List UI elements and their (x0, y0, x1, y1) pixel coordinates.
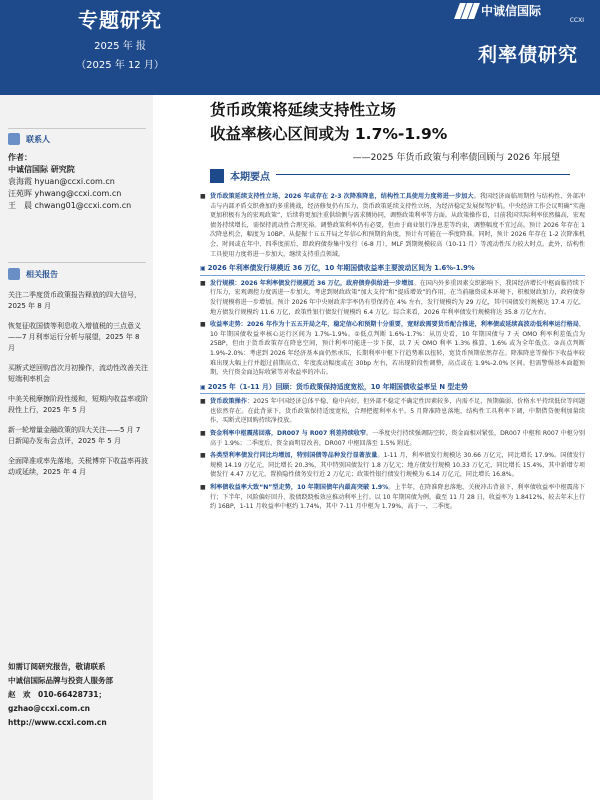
report-category: 利率债研究 (477, 44, 578, 66)
divider (8, 262, 146, 263)
key-point (200, 451, 585, 480)
related-report-item[interactable]: 关注二季度货币政策报告释放的四大信号，2025 年 8 月 (8, 291, 141, 310)
related-section-label (8, 268, 58, 280)
related-report-item[interactable]: 中美关税摩擦阶段性缓和，短期内收益率或阶段性上行，2025 年 5 月 (8, 395, 148, 414)
key-point (200, 483, 585, 512)
key-point-text: 。1-11 月，利率债发行规模达 30.66 万亿元，同比增长 17.9%。国债发行规模 14.19 万亿元，同比增长 20.3%，其中特别国债发行 1.8 万亿元；地方债发行规模 10.33 万亿元，同比增长 15.4%，其中新增专项债发行 4.47 万亿元、置换隐性债务发行近 2 万亿元；政策性银行债发行规模为 6.14 万亿元，同比增长 16.8%。 (210, 452, 586, 479)
block-heading: ▣ 2026 年利率债发行规模近 36 万亿，10 年期国债收益率主要波动区间为 1.6%-1.9% (200, 264, 585, 276)
report-title-line1: 货币政策将延续支持性立场 (210, 101, 397, 119)
logo-mark-icon (455, 3, 477, 19)
key-point (200, 397, 585, 426)
report-title-line2: 收益率核心区间或为 1.7%-1.9% (210, 125, 448, 143)
authors-title: 作者： (8, 153, 32, 162)
contact-icon (8, 133, 20, 145)
related-label-text: 相关报告 (26, 269, 58, 279)
key-point-text: 。一季度央行持续强调防空转，资金面相对紧张，DR007 中枢和 R007 中枢分别高于 1.9%；二季度后，资金面明显改善，DR007 中枢回落至 1.5% 附近。 (210, 430, 586, 447)
section-heading-text: 本期要点 (230, 172, 270, 183)
report-series-title: 专题研究 (78, 8, 162, 32)
key-point (200, 279, 585, 317)
key-point (200, 429, 585, 448)
key-point-highlight: 各类型利率债发行同比均增加，特别国债等品种发行显著放量 (210, 452, 378, 460)
report-date: （2025 年 12 月） (76, 60, 164, 71)
authors-section-label (8, 133, 50, 145)
related-reports (8, 290, 148, 487)
contact-block (8, 660, 148, 730)
key-point-highlight: 货币政策延续支持性立场，2026 年或存在 2-3 次降准降息，结构性工具使用力度将进一步加大 (210, 193, 474, 200)
contact-email[interactable]: gzhao@ccxi.com.cn (8, 704, 90, 713)
report-meta (50, 4, 190, 71)
report-subtitle: ——2025 年货币政策与利率债回顾与 2026 年展望 (352, 153, 560, 163)
related-report-item[interactable]: 新一轮增量金融政策的四大关注——5 月 7 日新闻办发布会点评，2025 年 5 月 (8, 426, 141, 445)
section-heading (210, 168, 276, 183)
authors-label-text: 联系人 (26, 134, 50, 144)
key-point-text: 。上半年，在降准降息落地、关税冲击背景下，利率债收益率中枢震荡下行；下半年，风险偏好回升、股债跷跷板效应推动利率上行。以 10 年期国债为例，截至 11 月 28 日，收益率为 1.8412%，较去年末上行约 16BP，1-11 月收益率中枢约 1.74%，其中 7-11 月中枢为 1.79%，高于一、二季度。 (210, 484, 586, 511)
block-heading: ▣ 2025 年（1-11 月）回顾：货币政策保持适度宽松，10 年期国债收益率呈 N 型走势 (200, 383, 585, 395)
key-point-highlight: 发行规模：2026 年利率债发行规模近 36 万亿，政府债券供给进一步增加 (210, 279, 414, 287)
key-point-text: 。我国经济面临周期性与结构性、外部冲击与内部矛盾交织叠加的多重挑战，经济修复仍有压力，货币政策延续支持性立场，为经济稳定发展保驾护航。中央经济工作会议明确“实施更加积极有为的宏观政策”，后续将更加注重供给侧与需求侧协同，调整政策利率等方面。从政策操作看，目前我国实际利率依然偏高，宏观债务持续增长，需保持流动性合理充裕。调整政策利率仍有必要，但由于商业银行净息差等约束，调整幅度不宜过高。预计 2026 年存在 1 次降息机会，幅度为 10BP。从提振十五五开局之年信心和预期的角度，预计有可能在一季度降准。同时，预计 2026 年存在 1-2 次降准机会，时间或在年中、四季度前后，即政府债券集中发行（6-8 月）、MLF 到期规模较高（10-11 月）等流动性压力较大时点。此外，结构性工具使用力度将进一步加大，继续支持重点领域。 (210, 193, 585, 258)
authors-block (8, 152, 148, 212)
key-point-text: ，10 年期国债收益率核心运行区间为 1.7%-1.9%。①低点判断 1.6%-1.7%：从历史看，10 年期国债与 7 天 OMO 利率利差低点为 25BP，但由于货币政策存在降息空间，预计利率可能进一步下探，以 7 天 OMO 利率 1.3% 推算，1.6% 或为全年低点。②高点判断 1.9%-2.0%：考虑到 2026 年经济基本面仍然承压，长期利率中枢下行趋势难以扭转，宽货币预期依然存在。降准降息等操作下收益率较难出现大幅上行并超过前期高点，年度波动幅度或在 30bp 左右，若出现阶段性调整，高点或在 1.9%-2.0% 区间。但需警惕基本面超预期，央行资金面边际收紧等对收益率的冲击。 (210, 321, 585, 377)
author-3[interactable]: 王 晨 chwang01@ccxi.com.cn (8, 201, 132, 210)
authors-org: 中诚信国际 研究院 (8, 165, 75, 174)
key-point-highlight: 货币政策操作 (210, 398, 247, 406)
related-report-item[interactable]: 恢复征收国债等利息收入增值税的三点意义——7 月利率运行分析与展望，2025 年 8 月 (8, 322, 141, 352)
report-icon (8, 268, 20, 280)
author-2[interactable]: 汪苑晖 yhwang@ccxi.com.cn (8, 189, 122, 198)
key-point (200, 192, 585, 259)
ccxi-logo (455, 2, 541, 19)
key-point-text: 。在国内外多重因素交织影响下，我国经济增长中枢面临持续下行压力，宏观调控力度需进一步加大。考虑到财政政策“加大支持”和“提质增效”的作用，在当前融资成本环境下，积极财政加力，政府债券发行规模将进一步增加。预计 2026 年中央财政赤字率仍有望保持在 4% 左右，发行规模约为 29 万亿，其中国债发行规模达 17.4 万亿，地方债发行规模约 11.6 万亿，政策性银行债发行规模约 6.4 万亿。综合来看，2026 年利率债发行规模将达 35.8 万亿左右。 (210, 279, 585, 316)
contact-website[interactable]: http://www.ccxi.com.cn (8, 718, 107, 727)
contact-phone: 赵 欢 010-66428731； (8, 690, 107, 699)
section-square-icon (210, 169, 224, 183)
key-point-text: ：2025 年中国经济总体平稳、稳中向好，但外部不稳定不确定性因素较多，内需不足、预期偏弱、价格水平持续低位等问题也依然存在。在此背景下，货币政策保持适度宽松，合理把握利率水平。5 月降准降息落地，结构性工具利率下调，中期借贷便利加量续作，买断式逆回购持续净投放。 (210, 398, 586, 425)
key-point-highlight: 收益率走势：2026 年作为十五五开局之年，稳定信心和预期十分重要，宽财政需要货币配合推进，利率债或延续高波动低利率运行格局 (210, 321, 579, 329)
key-point (200, 320, 585, 378)
report-type: 2025 年 报 (94, 41, 146, 52)
author-1[interactable]: 袁海霞 hyuan@ccxi.com.cn (8, 177, 115, 186)
contact-line: 中诚信国际品牌与投资人服务部 (8, 676, 113, 685)
key-point-highlight: 资金利率中枢震荡回落，DR007 与 R007 利差持续收窄 (210, 430, 366, 438)
key-points-body (200, 192, 585, 515)
divider (8, 128, 146, 129)
contact-line: 如需订阅研究报告，敬请联系 (8, 662, 106, 671)
related-report-item[interactable]: 全面降准或率先落地，关税博弈下收益率再波动或延续，2025 年 4 月 (8, 457, 148, 476)
logo-en: CCXI (569, 17, 584, 24)
related-report-item[interactable]: 买断式逆回购首次月初操作，流动性改善关注短端利率机会 (8, 364, 148, 383)
key-point-highlight: 利率债收益率大致“N”型走势，10 年期国债年内最高突破 1.9% (210, 484, 389, 492)
logo-text: 中诚信国际 (481, 4, 542, 18)
report-header (0, 0, 600, 95)
